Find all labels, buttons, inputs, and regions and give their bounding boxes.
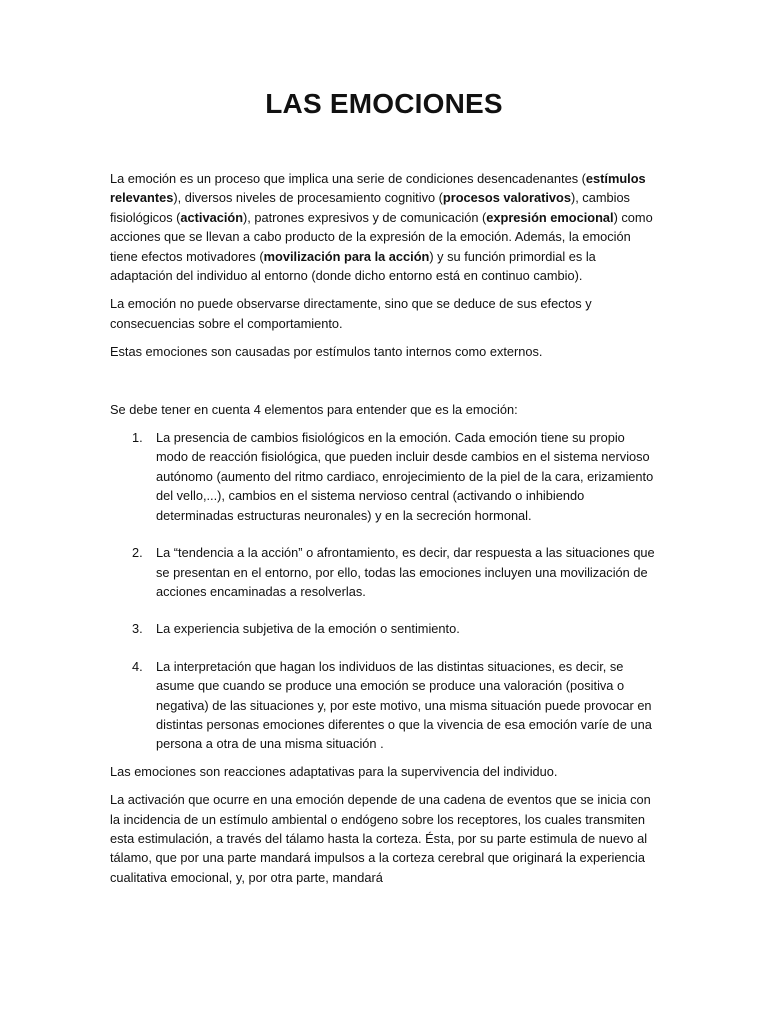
paragraph-observation: La emoción no puede observarse directamente, sino que se deduce de sus efectos y consecuencias sobre el comportamiento. [110,296,592,331]
list-number: 1. [132,430,143,446]
paragraph-definition [110,169,655,285]
list-item-text: La presencia de cambios fisiológicos en la emoción. Cada emoción tiene su propio modo de reacción fisiológica, que pueden incluir desde cambios en el sistema nervioso autónomo (aumento del ritmo cardiaco, enrojecimiento de la piel de la cara, erizamiento del vello,...), cambios en el sistema nervioso central (activando o inhibiendo determinadas estructuras neuronales) y en la secreción hormonal. [156,430,654,523]
bold-term: estímulos relevantes [110,171,646,206]
list-number: 4. [132,658,143,674]
text-run: La emoción es un proceso que implica una serie de condiciones desencadenantes ( [110,171,586,186]
list-item [110,619,655,638]
bold-term: expresión emocional [486,209,614,225]
list-intro: Se debe tener en cuenta 4 elementos para entender que es la emoción: [110,401,518,417]
list-item [110,543,655,601]
list-number: 2. [132,545,143,561]
text-run: ) y su función primordial es la adaptación del individuo al entorno (donde dicho entorno está en continuo cambio). [110,248,596,284]
text-run: ), diversos niveles de procesamiento cognitivo ( [173,190,443,206]
text-run: ), cambios fisiológicos ( [110,190,630,225]
text-run: ), patrones expresivos y de comunicación ( [243,209,487,225]
paragraph-activation: La activación que ocurre en una emoción depende de una cadena de eventos que se inicia con la incidencia de un estímulo ambiental o endógeno sobre los receptores, los cuales transmiten esta estimulación, a través del tálamo hasta la corteza. Ésta, por su parte estimula de nuevo al tálamo, que por una parte mandará impulsos a la corteza cerebral que originará la experiencia cualitativa emocional, y, por otra parte, mandará [110,792,651,885]
paragraph-stimuli: Estas emociones son causadas por estímulos tanto internos como externos. [110,344,543,360]
bold-term: activación [180,209,244,225]
elements-list [110,428,655,754]
list-item [110,428,655,525]
text-run: ) como acciones que se llevan a cabo producto de la expresión de la emoción. Además, la emoción tiene efectos motivadores ( [110,209,653,264]
document-body [110,169,655,896]
list-item [110,657,655,754]
list-number: 3. [132,621,143,637]
list-item-text: La experiencia subjetiva de la emoción o sentimiento. [156,621,460,637]
list-item-text: La interpretación que hagan los individuos de las distintas situaciones, es decir, se asume que cuando se produce una emoción se produce una valoración (positiva o negativa) de las situaciones y, por este motivo, una misma situación puede provocar en distintas personas emociones diferentes o que la vivencia de esa emoción varíe de una persona a otra de una misma situación . [156,658,652,752]
list-item-text: La “tendencia a la acción” o afrontamiento, es decir, dar respuesta a las situaciones que se presentan en el entorno, por ello, todas las emociones incluyen una movilización de acciones encaminadas a resolverlas. [156,545,655,599]
bold-term: movilización para la acción [263,248,430,264]
document-title: LAS EMOCIONES [265,88,503,119]
paragraph-adaptive: Las emociones son reacciones adaptativas para la supervivencia del individuo. [110,763,558,779]
bold-term: procesos valorativos [442,190,571,206]
